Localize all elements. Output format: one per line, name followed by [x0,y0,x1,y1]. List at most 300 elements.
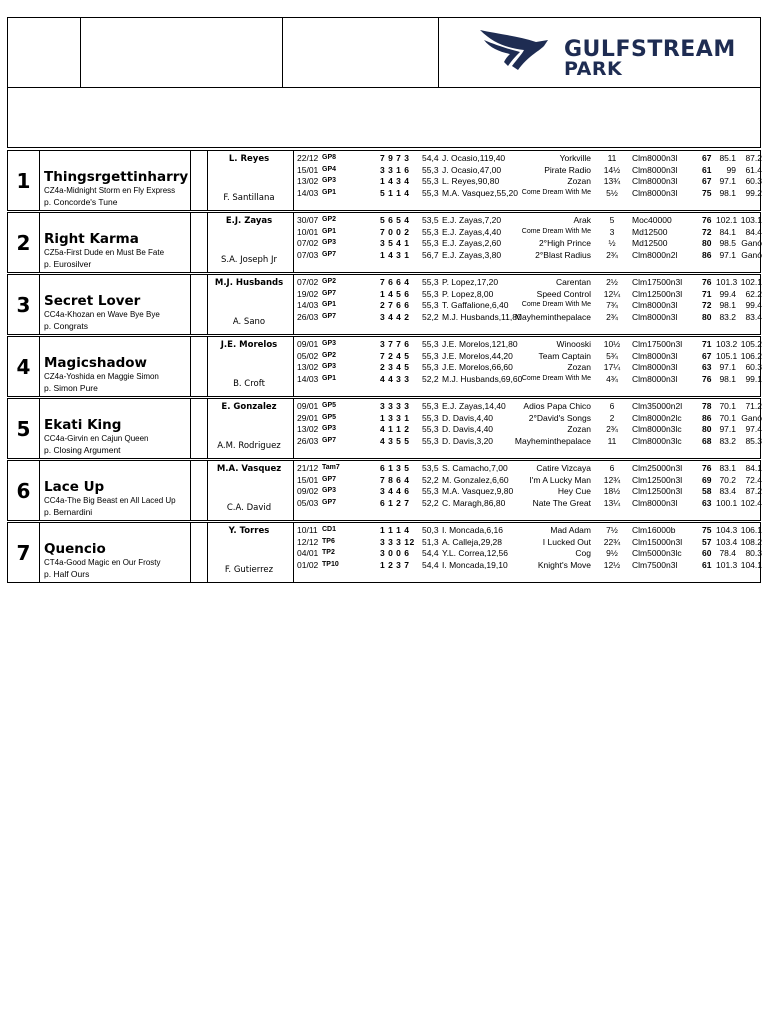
past-performance-line [294,351,760,363]
race-date: 10/11 [297,525,318,535]
race-jockey-odds: M.J. Husbands,11,80 [442,311,522,322]
speed-figure: 80 [702,238,712,248]
pace-figure-1: 84.1 [719,226,736,237]
race-winner: Mayheminthepalace [514,311,591,322]
running-positions: 2 7 6 6 [380,300,410,310]
pace-figure-2: 87.2 [745,486,762,496]
race-winner: Come Dream With Me [521,188,591,196]
past-performance-line [294,153,760,165]
race-class: Clm8000n3l [632,497,678,508]
pace-figure-1: 83.4 [719,486,736,496]
pace-figure-2: 87.2 [745,153,762,163]
pace-figure-2: 71.2 [745,401,762,411]
running-positions: 1 4 3 1 [380,249,410,260]
divider [190,213,191,272]
speed-figure: 71 [702,288,712,299]
pedigree: CC4a-Khozan en Wave Bye Bye [44,310,160,319]
race-track: GP5 [322,402,337,409]
running-positions: 1 4 3 4 [380,176,410,186]
race-jockey-odds: J. Ocasio,119,40 [442,153,506,163]
race-class: Clm8000n3l [632,176,678,186]
race-date: 15/01 [297,164,319,175]
race-jockey-odds: M.A. Vasquez,9,80 [442,486,514,496]
pace-figure-1: 101.3 [716,559,738,570]
past-performance-line [294,250,760,262]
pace-figure-1: 102.1 [716,215,738,225]
speed-figure: 72 [702,226,712,237]
race-track: GP7 [322,312,337,320]
speed-figure: 61 [702,559,712,570]
speed-figure: 76 [702,463,712,473]
pace-figure-1: 70.1 [719,401,736,411]
speed-figure: 60 [702,548,712,558]
past-performance-line [294,424,760,436]
race-winner: Hey Cue [557,486,591,496]
running-positions: 4 3 5 5 [380,435,410,446]
beaten-margin: 6 [609,401,615,411]
race-winner: Adios Papa Chico [523,401,591,411]
weight: 53,5 [422,463,439,473]
race-class: Clm8000n2l [632,249,678,260]
weight: 55,3 [422,339,439,349]
race-class: Clm8000n3l [632,187,678,198]
weight: 54,4 [422,559,439,570]
beaten-margin: 13¼ [603,497,621,508]
past-performance-line [294,289,760,301]
race-jockey-odds: E.J. Zayas,7,20 [442,215,502,225]
race-winner: Arak [573,215,591,225]
past-performance-line [294,548,760,560]
speed-figure: 63 [702,362,712,372]
running-positions: 5 6 5 4 [380,215,410,225]
race-class: Clm12500n3l [632,288,683,299]
running-positions: 5 1 1 4 [380,187,410,198]
speed-figure: 78 [702,401,712,411]
pace-figure-1: 83.2 [719,311,736,322]
pace-figure-2: 72.4 [745,474,762,485]
entry-row [7,398,761,459]
sire-line: p. Simon Pure [44,383,98,393]
pace-figure-2: 99.2 [745,187,762,198]
pace-figure-2: 83.4 [745,311,762,322]
pace-figure-2: 103.1 [740,215,762,225]
race-jockey-odds: M.A. Vasquez,55,20 [442,187,518,198]
pace-figure-2: 99.4 [745,300,762,310]
past-performance-line [294,560,760,572]
race-track: GP3 [322,177,337,184]
beaten-margin: 2 [609,412,615,423]
program-number: 6 [8,461,40,520]
race-jockey-odds: I. Moncada,19,10 [442,559,508,570]
running-positions: 3 5 4 1 [380,238,410,248]
beaten-margin: 9½ [606,548,618,558]
race-date: 01/02 [297,559,319,570]
race-date: 04/01 [297,548,319,558]
beaten-margin: 5¾ [606,350,618,361]
race-track: GP1 [322,227,337,235]
pace-figure-2: 104.1 [740,559,762,570]
past-performance-line [294,401,760,413]
weight: 55,3 [422,350,439,361]
race-jockey-odds: E.J. Zayas,14,40 [442,401,506,411]
running-positions: 3 3 1 6 [380,164,410,175]
pace-figure-2: 97.4 [745,424,762,434]
pace-figure-1: 70.2 [719,474,736,485]
pace-figure-1: 100.1 [716,497,738,508]
race-jockey-odds: P. Lopez,17,20 [442,277,499,287]
race-jockey-odds: S. Camacho,7,00 [442,463,508,473]
trainer-name: B. Croft [233,379,265,389]
speed-figure: 80 [702,311,712,322]
race-date: 13/02 [297,424,319,434]
entry-row [7,212,761,273]
past-performance-line [294,300,760,312]
running-positions: 1 2 3 7 [380,559,410,570]
running-positions: 1 1 1 4 [380,525,410,535]
pace-figure-2: 99.1 [745,373,762,384]
pace-figure-1: 97.1 [719,176,736,186]
race-winner: Mayheminthepalace [514,435,591,446]
race-track: GP7 [322,436,337,444]
speed-figure: 68 [702,435,712,446]
race-winner: I Lucked Out [542,536,591,547]
jockey-name: Y. Torres [228,526,270,536]
running-positions: 3 7 7 6 [380,339,410,349]
race-track: GP5 [322,413,337,421]
race-class: Clm8000n3lc [632,435,682,446]
race-class: Clm25000n3l [632,463,683,473]
running-positions: 7 6 6 4 [380,277,410,287]
race-track: GP2 [322,351,337,359]
race-class: Clm8000n3l [632,362,678,372]
past-performance-line [294,486,760,498]
pace-figure-1: 99.4 [719,288,736,299]
running-positions: 2 3 4 5 [380,362,410,372]
weight: 52,2 [422,373,439,384]
race-class: Clm8000n3l [632,311,678,322]
weight: 55,3 [422,424,439,434]
pace-figure-1: 70.1 [719,412,736,423]
pace-figure-2: Ganó [741,249,762,260]
race-class: Clm8000n3l [632,373,678,384]
weight: 56,7 [422,249,439,260]
race-class: Clm8000n3l [632,300,678,310]
jockey-name: E. Gonzalez [221,402,277,412]
race-track: GP3 [322,425,337,432]
pace-figure-1: 103.2 [716,339,738,349]
race-track: GP4 [322,165,337,173]
weight: 52,2 [422,497,439,508]
speed-figure: 72 [702,300,712,310]
race-jockey-odds: D. Davis,3,20 [442,435,494,446]
race-class: Clm8000n3l [632,164,678,175]
beaten-margin: 11 [607,153,617,163]
pace-figure-1: 83.1 [719,463,736,473]
horse-name: Secret Lover [44,293,141,309]
running-positions: 7 2 4 5 [380,350,410,361]
race-track: GP1 [322,188,337,196]
pace-figure-2: 108.2 [740,536,762,547]
logo-line-2: PARK [564,58,623,80]
race-date: 07/02 [297,277,319,287]
pedigree: CZ5a-First Dude en Must Be Fate [44,248,165,257]
pace-figure-2: 84.4 [745,226,762,237]
beaten-margin: 12¼ [603,288,621,299]
header-cell-2 [81,18,283,87]
pedigree: CC4a-The Big Beast en All Laced Up [44,496,176,505]
race-jockey-odds: I. Moncada,6,16 [442,525,503,535]
race-winner: Catire Vizcaya [536,463,591,473]
entry-row [7,150,761,211]
trainer-name: A. Sano [232,317,266,327]
past-performance-line [294,188,760,200]
race-winner: Nate The Great [532,497,591,508]
entry-row [7,522,761,583]
horse-name: Magicshadow [44,355,148,371]
past-performance-line [294,165,760,177]
jockey-name: M.J. Husbands [214,278,284,288]
race-date: 19/02 [297,288,319,299]
beaten-margin: 7¾ [606,300,618,310]
race-jockey-odds: J.E. Morelos,66,60 [442,362,513,372]
race-jockey-odds: M.J. Husbands,69,60 [442,373,523,384]
pace-figure-1: 78.4 [719,548,736,558]
race-date: 13/02 [297,176,319,186]
header-cell-1 [8,18,81,87]
race-track: GP1 [322,374,337,382]
speed-figure: 86 [702,412,712,423]
past-performance-line [294,463,760,475]
race-winner: Zozan [567,176,591,186]
race-track: TP10 [322,560,339,568]
running-positions: 7 0 0 2 [380,226,410,237]
running-positions: 3 3 3 3 [380,401,410,411]
weight: 53,5 [422,215,439,225]
horse-name: Thingsrgettinharry [44,169,189,185]
jockey-name: L. Reyes [228,154,270,164]
past-performance-line [294,215,760,227]
weight: 54,4 [422,153,439,163]
race-date: 07/03 [297,249,319,260]
race-class: Clm5000n3lc [632,548,682,558]
entry-row [7,460,761,521]
race-winner: I'm A Lucky Man [529,474,591,485]
pace-figure-2: 84.1 [745,463,762,473]
jockey-name: M.A. Vasquez [216,464,282,474]
race-class: Md12500 [632,238,668,248]
past-performance-line [294,277,760,289]
beaten-margin: 14½ [603,164,621,175]
race-date: 12/12 [297,536,319,547]
race-jockey-odds: L. Reyes,90,80 [442,176,500,186]
pace-figure-1: 98.1 [719,300,736,310]
race-jockey-odds: J.E. Morelos,121,80 [442,339,518,349]
weight: 55,3 [422,435,439,446]
trainer-name: F. Santillana [223,193,275,203]
weight: 55,3 [422,226,439,237]
beaten-margin: 4¾ [606,373,618,384]
speed-figure: 69 [702,474,712,485]
race-jockey-odds: Y.L. Correa,12,56 [442,548,508,558]
past-performance-line [294,374,760,386]
speed-figure: 67 [702,176,712,186]
running-positions: 1 3 3 1 [380,412,410,423]
program-number: 4 [8,337,40,396]
weight: 55,3 [422,362,439,372]
divider [190,275,191,334]
running-positions: 6 1 3 5 [380,463,410,473]
weight: 55,3 [422,176,439,186]
race-date: 09/01 [297,339,319,349]
race-winner: Cog [575,548,591,558]
pace-figure-2: 60.3 [745,176,762,186]
running-positions: 6 1 2 7 [380,497,410,508]
pace-figure-1: 104.3 [716,525,738,535]
pace-figure-1: 97.1 [719,362,736,372]
trainer-name: C.A. David [226,503,272,513]
race-winner: Come Dream With Me [521,301,591,308]
weight: 55,3 [422,187,439,198]
beaten-margin: 2½ [606,277,618,287]
race-date: 10/01 [297,226,319,237]
pedigree: CT4a-Good Magic en Our Frosty [44,558,161,567]
race-date: 14/03 [297,187,319,198]
race-track: TP6 [322,537,335,545]
jockey-name: E.J. Zayas [225,216,273,226]
race-class: Clm8000n2lc [632,412,682,423]
header-info-row [8,87,760,148]
race-class: Moc40000 [632,215,672,225]
past-performance-line [294,362,760,374]
beaten-margin: 22¾ [603,536,621,547]
race-date: 26/03 [297,311,319,322]
beaten-margin: 5 [609,215,615,225]
horse-name: Lace Up [44,479,105,495]
pace-figure-1: 99 [726,164,736,175]
beaten-margin: 5½ [606,187,618,198]
race-date: 14/03 [297,373,319,384]
beaten-margin: 12½ [603,559,621,570]
trainer-name: F. Gutierrez [224,565,274,575]
pace-figure-1: 98.1 [719,187,736,198]
race-class: Clm17500n3l [632,277,683,287]
race-winner: Winooski [556,339,591,349]
race-track: GP3 [322,363,337,370]
beaten-margin: 3 [609,226,615,237]
beaten-margin: 17¼ [603,362,621,372]
running-positions: 4 1 1 2 [380,424,410,434]
pace-figure-2: 102.4 [740,497,762,508]
pace-figure-2: 61.4 [745,164,762,175]
race-class: Clm16000b [632,525,676,535]
race-jockey-odds: D. Davis,4,40 [442,412,494,423]
race-winner: 2°Blast Radius [535,249,591,260]
race-class: Clm15000n3l [632,536,683,547]
race-date: 09/01 [297,401,319,411]
race-track: GP7 [322,289,337,297]
weight: 55,3 [422,300,439,310]
race-class: Clm12500n3l [632,474,683,485]
race-class: Clm35000n2l [632,401,683,411]
race-jockey-odds: J.E. Morelos,44,20 [442,350,513,361]
program-number: 5 [8,399,40,458]
race-track: GP8 [322,154,337,161]
race-class: Clm7500n3l [632,559,678,570]
pace-figure-1: 105.1 [716,350,738,361]
weight: 55,3 [422,412,439,423]
pace-figure-2: 105.2 [740,339,762,349]
program-number: 3 [8,275,40,334]
entry-row [7,274,761,335]
speed-figure: 67 [702,153,712,163]
race-jockey-odds: M. Gonzalez,6,60 [442,474,509,485]
running-positions: 3 0 0 6 [380,548,410,558]
horse-name: Right Karma [44,231,139,247]
program-number: 2 [8,213,40,272]
speed-figure: 76 [702,215,712,225]
race-track: TP2 [322,549,335,556]
sire-line: p. Bernardini [44,507,93,517]
sire-line: p. Concorde's Tune [44,197,118,207]
race-track: CD1 [322,526,337,533]
pace-figure-2: 106.1 [740,525,762,535]
entry-row [7,336,761,397]
weight: 54,4 [422,548,439,558]
pedigree: CC4a-Girvin en Cajun Queen [44,434,149,443]
pedigree: CZ4a-Midnight Storm en Fly Express [44,186,176,195]
race-winner: Speed Control [536,288,591,299]
weight: 55,3 [422,164,439,175]
race-date: 26/03 [297,435,319,446]
past-performance-line [294,312,760,324]
weight: 55,3 [422,486,439,496]
past-performance-line [294,498,760,510]
jockey-name: J.E. Morelos [220,340,278,350]
running-positions: 7 8 6 4 [380,474,410,485]
race-winner: Yorkville [559,153,591,163]
race-winner: Mad Adam [550,525,591,535]
race-track: GP2 [322,216,337,223]
race-track: GP7 [322,250,337,258]
speed-figure: 75 [702,187,712,198]
speed-figure: 86 [702,249,712,260]
pace-figure-2: 62.2 [745,288,762,299]
pace-figure-1: 97.1 [719,424,736,434]
past-performance-line [294,238,760,250]
running-positions: 4 4 3 3 [380,373,410,384]
race-jockey-odds: C. Maragh,86,80 [442,497,506,508]
beaten-margin: 10½ [603,339,621,349]
race-date: 05/03 [297,497,319,508]
divider [190,461,191,520]
race-date: 22/12 [297,153,319,163]
speed-figure: 76 [702,373,712,384]
running-positions: 1 4 5 6 [380,288,410,299]
program-header [7,17,761,148]
race-winner: Come Dream With Me [521,374,591,382]
beaten-margin: 13¾ [603,176,621,186]
pace-figure-1: 101.3 [716,277,738,287]
trainer-name: S.A. Joseph Jr [220,255,278,265]
race-track: GP7 [322,475,337,483]
weight: 52,2 [422,474,439,485]
beaten-margin: 12¾ [603,474,621,485]
horse-name: Ekati King [44,417,122,433]
race-track: GP2 [322,278,337,285]
beaten-margin: 2¾ [606,311,618,322]
past-performance-line [294,413,760,425]
header-cell-3 [283,18,439,87]
